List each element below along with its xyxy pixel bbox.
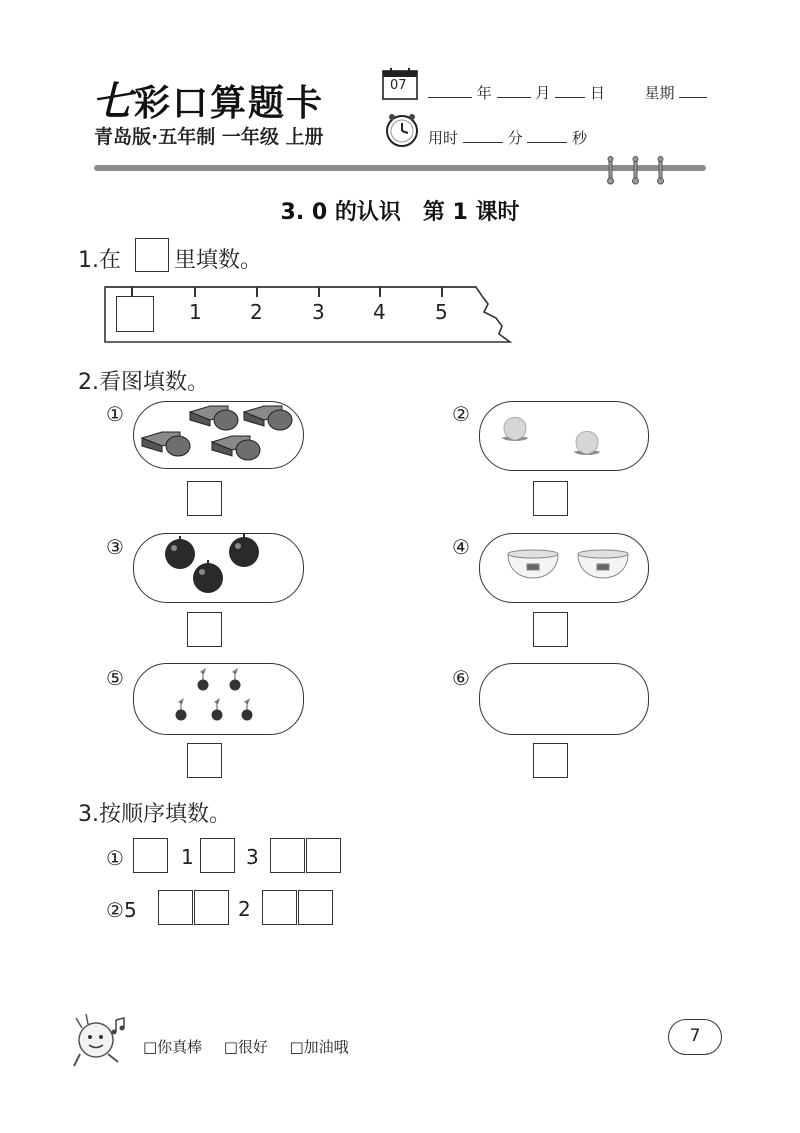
ruler-label-5: 5 xyxy=(435,300,448,324)
brand-title xyxy=(92,70,324,127)
year-blank[interactable] xyxy=(428,83,472,98)
q3-row2-marker-symbol: ② xyxy=(106,898,124,922)
second-label: 秒 xyxy=(572,129,588,147)
ruler-tick-4 xyxy=(379,287,381,297)
q3-row1-given-2: 3 xyxy=(246,845,259,869)
rating-good[interactable]: □很好 xyxy=(223,1038,268,1056)
whistles-icon xyxy=(134,402,302,466)
q2-answer-box-6[interactable] xyxy=(533,743,568,778)
calendar-number: 07 xyxy=(390,78,407,93)
page-number-badge xyxy=(668,1019,722,1055)
edition-label: 青岛版·五年制 一年级 上册 xyxy=(94,126,324,148)
q2-marker-6: ⑥ xyxy=(452,666,470,690)
page-number: 7 xyxy=(689,1026,701,1046)
weekday-label: 星期 xyxy=(644,84,675,102)
q1-text-after: 里填数。 xyxy=(174,248,263,273)
q2-number: 2. xyxy=(78,370,99,395)
q2-marker-4: ④ xyxy=(452,535,470,559)
q2-picture-5 xyxy=(133,663,304,735)
q2-picture-4 xyxy=(479,533,649,603)
brand-rest: 彩口算题卡 xyxy=(134,83,325,124)
apples-icon xyxy=(134,534,302,600)
day-blank[interactable] xyxy=(555,83,585,98)
day-label: 日 xyxy=(589,84,605,102)
q3-text: 按顺序填数。 xyxy=(99,802,232,827)
time-label: 用时 xyxy=(428,129,459,147)
clock-icon xyxy=(384,112,420,148)
q3-row1-box-4[interactable] xyxy=(306,838,341,873)
q3-row2-box-1[interactable] xyxy=(158,890,193,925)
q3-row1-box-1[interactable] xyxy=(133,838,168,873)
q3-row1-box-2[interactable] xyxy=(200,838,235,873)
bowls-icon xyxy=(480,534,646,600)
lesson-title: 3. 0 的认识 第 1 课时 xyxy=(280,200,520,225)
brand-first-char: 七 xyxy=(92,79,134,125)
q2-answer-box-1[interactable] xyxy=(187,481,222,516)
rating-options xyxy=(143,1036,349,1057)
q3-row1-marker: ① xyxy=(106,846,124,870)
q3-row2-box-4[interactable] xyxy=(298,890,333,925)
date-fields xyxy=(428,82,707,103)
q2-picture-3 xyxy=(133,533,304,603)
rating-keep-going[interactable]: □加油哦 xyxy=(289,1038,349,1056)
q2-picture-6 xyxy=(479,663,649,735)
q2-picture-1 xyxy=(133,401,304,469)
q2-prompt xyxy=(78,365,209,396)
ruler-tick-3 xyxy=(318,287,320,297)
mascot-icon xyxy=(68,1010,134,1070)
ruler-tick-5 xyxy=(441,287,443,297)
q3-row2-marker xyxy=(106,898,137,922)
q1-text-before: 在 xyxy=(99,248,122,273)
number-ruler xyxy=(104,286,514,346)
q1-inline-box xyxy=(135,238,169,272)
q2-marker-5: ⑤ xyxy=(106,666,124,690)
q3-row2-box-3[interactable] xyxy=(262,890,297,925)
ruler-label-3: 3 xyxy=(312,300,325,324)
ruler-tick-1 xyxy=(194,287,196,297)
minute-label: 分 xyxy=(507,129,523,147)
ruler-label-2: 2 xyxy=(250,300,263,324)
minute-blank[interactable] xyxy=(463,128,503,143)
q3-number: 3. xyxy=(78,802,99,827)
ruler-label-4: 4 xyxy=(373,300,386,324)
month-blank[interactable] xyxy=(497,83,531,98)
ruler-zero-box[interactable] xyxy=(116,296,154,332)
ruler-tick-2 xyxy=(256,287,258,297)
q2-answer-box-2[interactable] xyxy=(533,481,568,516)
rule-pins xyxy=(598,156,668,186)
month-label: 月 xyxy=(535,84,551,102)
q2-answer-box-3[interactable] xyxy=(187,612,222,647)
q3-row1-given-1: 1 xyxy=(181,845,194,869)
second-blank[interactable] xyxy=(527,128,567,143)
q2-text: 看图填数。 xyxy=(99,370,210,395)
peaches-icon xyxy=(480,402,646,468)
q1-number: 1. xyxy=(78,248,99,273)
q2-picture-2 xyxy=(479,401,649,471)
weekday-blank[interactable] xyxy=(679,83,707,98)
q2-marker-2: ② xyxy=(452,402,470,426)
q3-row2-given-1: 5 xyxy=(123,898,137,922)
q3-prompt xyxy=(78,797,231,828)
q3-row2-box-2[interactable] xyxy=(194,890,229,925)
ruler-label-1: 1 xyxy=(189,300,202,324)
q3-row2-given-2: 2 xyxy=(238,897,251,921)
q2-marker-1: ① xyxy=(106,402,124,426)
year-label: 年 xyxy=(476,84,492,102)
calendar-icon xyxy=(382,68,418,100)
q2-marker-3: ③ xyxy=(106,535,124,559)
q2-answer-box-5[interactable] xyxy=(187,743,222,778)
rating-great[interactable]: □你真棒 xyxy=(143,1038,203,1056)
time-fields xyxy=(428,127,587,148)
cherries-icon xyxy=(134,664,302,732)
q2-answer-box-4[interactable] xyxy=(533,612,568,647)
q1-prompt xyxy=(78,243,121,274)
q3-row1-box-3[interactable] xyxy=(270,838,305,873)
